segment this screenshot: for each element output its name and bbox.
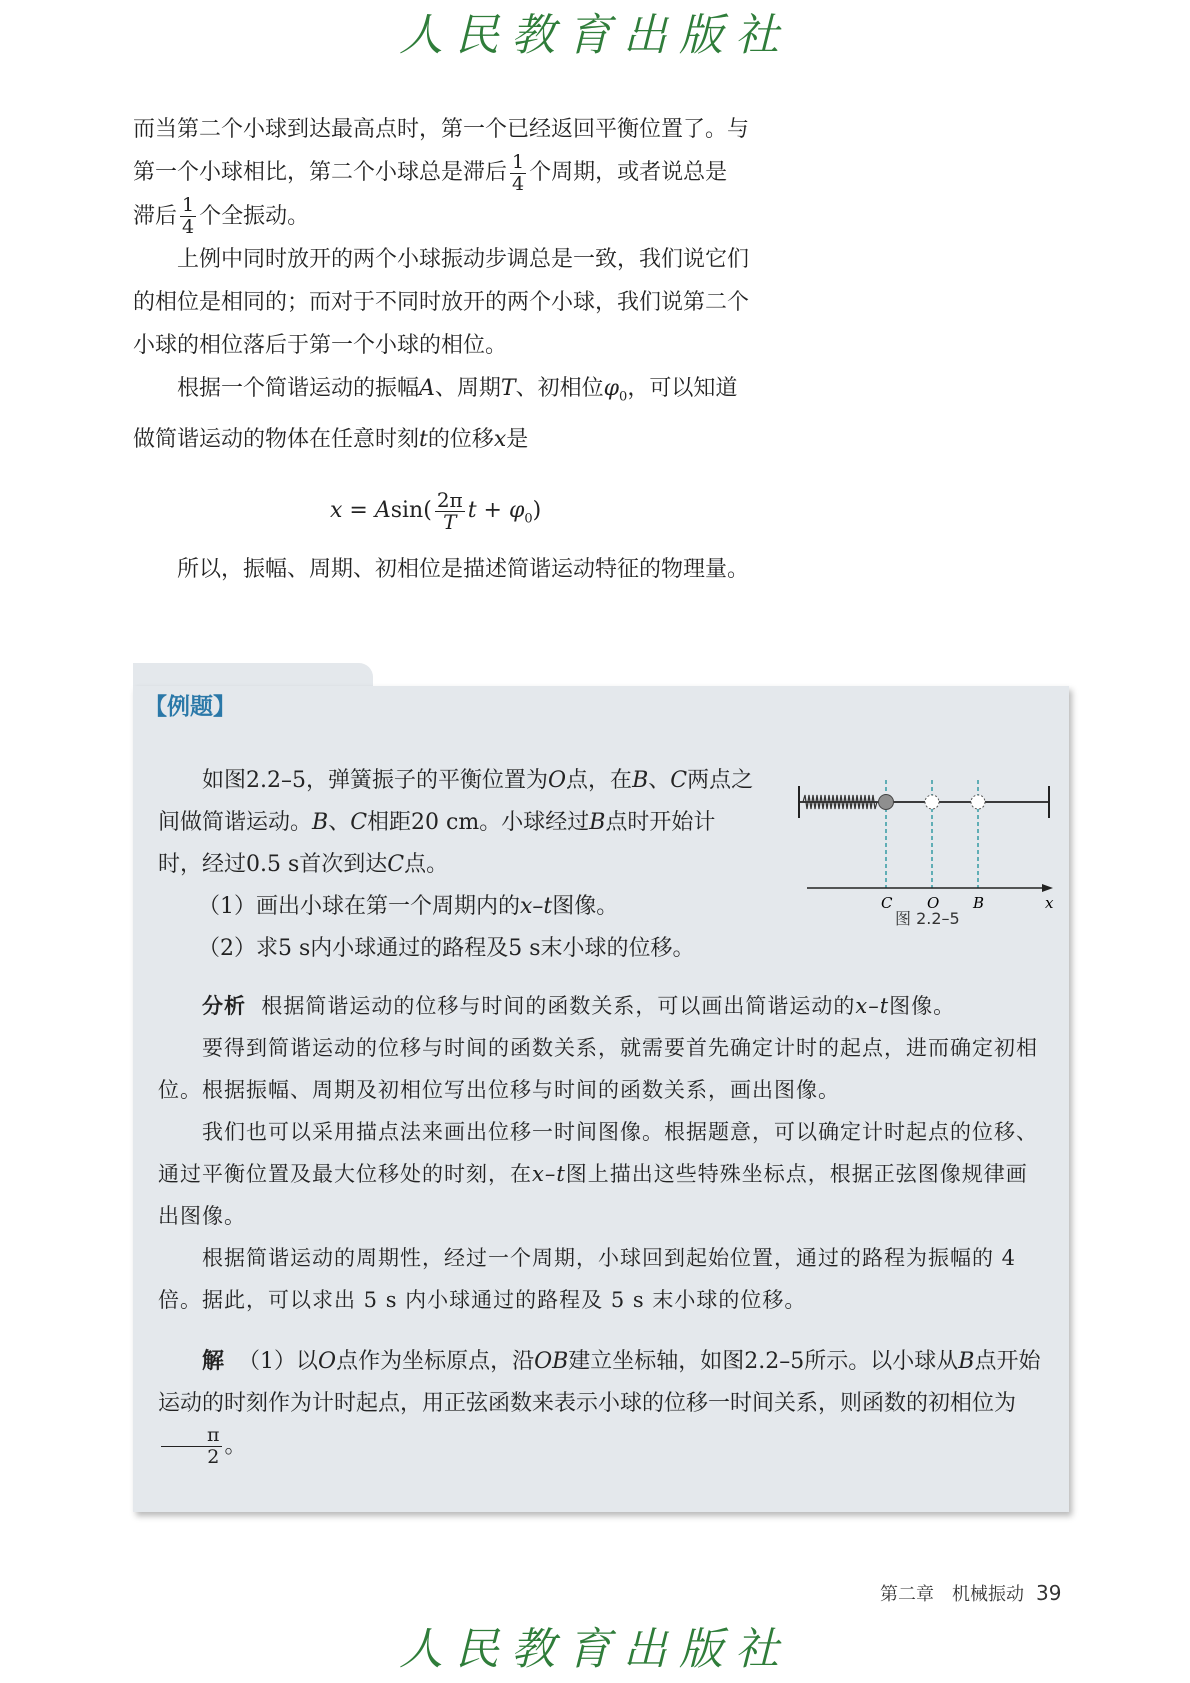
page-number: 39 [1036, 1581, 1062, 1605]
publisher-watermark-bottom: 人民教育出版社 [399, 1624, 791, 1675]
xt-symbol: x–t [520, 894, 553, 919]
body-text: 我们也可以采用描点法来画出位移一时间图像。根据题意，可以确定计时起点的位移、通过平衡位置及最大位移处的时刻，在 [158, 1120, 1038, 1186]
x-axis-arrow [1042, 884, 1053, 892]
fraction [180, 195, 196, 238]
symbol-t: t [419, 427, 428, 453]
label-O: O [927, 894, 940, 912]
body-text: （1）以 [238, 1349, 319, 1374]
body-text: 根据简谐运动的位移与时间的函数关系，可以画出简谐运动的 [261, 994, 856, 1018]
formula-amplitude: A [374, 498, 391, 523]
chapter-title: 第二章 机械振动 [880, 1584, 1024, 1605]
example-subquestion-2: （2）求5 s内小球通过的路程及5 s末小球的位移。 [198, 936, 695, 961]
analysis-paragraph: 要得到简谐运动的位移与时间的函数关系，就需要首先确定计时的起点，进而确定初相位。根据振幅、周期及初相位写出位移与时间的函数关系，画出图像。 [158, 1036, 1038, 1102]
fraction-numerator: 1 [182, 194, 195, 216]
body-text: 建立坐标轴，如图2.2–5所示。以小球从 [568, 1349, 959, 1374]
formula-paren: ( [423, 498, 432, 523]
fraction-denominator: 4 [182, 216, 195, 238]
example-question [158, 760, 758, 970]
xt-symbol: x–t [532, 1162, 566, 1186]
solution-section [158, 1341, 1048, 1468]
ball-position-O [925, 795, 939, 809]
point-O: O [318, 1349, 337, 1374]
fraction-numerator: π [161, 1425, 222, 1447]
formula-sin: sin [390, 498, 424, 523]
body-paragraph-4 [133, 548, 749, 591]
body-text: 所以，振幅、周期、初相位是描述简谐运动特征的物理量。 [177, 557, 750, 582]
formula-x: x [330, 498, 343, 523]
body-paragraph-1 [133, 108, 749, 461]
body-text: 、周期 [434, 376, 501, 401]
publisher-watermark-top: 人民教育出版社 [399, 10, 791, 61]
page-footer [880, 1580, 1061, 1606]
body-text: 点。 [404, 852, 449, 877]
point-C: C [387, 852, 405, 877]
body-text: 两点之间做简谐运动。 [158, 768, 754, 835]
subscript-zero: 0 [619, 389, 628, 405]
body-text: 、 [328, 810, 351, 835]
symbol-T: T [500, 376, 516, 401]
symbol-x: x [493, 427, 507, 453]
body-paragraph-3 [133, 367, 749, 461]
symbol-phi: φ [603, 376, 620, 401]
body-text: 如图2.2–5，弹簧振子的平衡位置为 [202, 768, 548, 793]
formula-t: t [467, 498, 477, 523]
point-B: B [589, 810, 606, 835]
point-B: B [958, 1349, 975, 1374]
point-C: C [670, 768, 688, 793]
fraction-numerator: 2π [436, 487, 463, 512]
point-C: C [350, 810, 368, 835]
symbol-A: A [419, 376, 435, 401]
fraction-numerator: 1 [512, 150, 525, 173]
analysis-paragraph [158, 1111, 1048, 1237]
body-text: 点作为坐标原点，沿 [336, 1349, 535, 1374]
example-heading: 【例题】 [144, 694, 236, 720]
body-text: 而当第二个小球到达最高点时，第一个已经返回平衡位置了。与第一个小球相比，第二个小球总是滞后 [133, 117, 750, 185]
fraction-denominator: T [443, 509, 457, 534]
displacement-formula [330, 486, 541, 544]
body-text: 根据一个简谐运动的振幅 [177, 376, 420, 401]
example-subquestion-1 [158, 886, 758, 928]
body-text: 的位移 [427, 427, 494, 453]
body-text: 、 [648, 768, 671, 793]
xt-symbol: x–t [855, 994, 890, 1018]
fraction [161, 1425, 222, 1468]
formula-fraction [435, 487, 465, 534]
fraction-denominator: 4 [512, 172, 525, 195]
body-text: （1）画出小球在第一个周期内的 [198, 894, 520, 919]
label-x: x [1045, 894, 1054, 912]
body-text: 图上描出这些特殊坐标点，根据正弦图像规律画出图像。 [158, 1162, 1028, 1228]
fraction [510, 152, 526, 195]
analysis-paragraph: 根据简谐运动的周期性，经过一个周期，小球回到起始位置，通过的路程为振幅的 4 倍。据此，可以求出 5 s 内小球通过的路程及 5 s 末小球的位移。 [158, 1246, 1017, 1312]
formula-phi: φ [508, 498, 525, 523]
body-text: 个周期，或者说总是滞后 [133, 160, 728, 229]
solution-label: 解 [202, 1349, 225, 1374]
body-text: 相距20 cm。小球经过 [367, 810, 590, 835]
point-O: O [548, 768, 567, 793]
label-C: C [881, 894, 893, 912]
segment-OB: OB [534, 1349, 569, 1374]
point-B: B [632, 768, 649, 793]
fraction-denominator: 2 [207, 1446, 220, 1468]
body-text: 点时开始计时，经过0.5 s首次到达 [158, 810, 716, 877]
body-text: 点，在 [566, 768, 633, 793]
body-text: 。 [224, 1433, 247, 1459]
label-B: B [973, 894, 985, 912]
body-text: ，可以知道做简谐运动的物体在任意时刻 [133, 376, 738, 453]
figure-caption: 图 2.2–5 [895, 909, 960, 928]
point-B: B [312, 810, 329, 835]
formula-equals: = [342, 498, 375, 523]
body-text: 图像。 [889, 994, 956, 1018]
ball-position-B [971, 795, 985, 809]
ball [879, 795, 894, 810]
body-text: 点开始运动的时刻作为计时起点，用正弦函数来表示小球的位移一时间关系，则函数的初相位为 [158, 1349, 1041, 1416]
body-paragraph-2: 上例中同时放开的两个小球振动步调总是一致，我们说它们的相位是相同的；而对于不同时放开的两个小球，我们说第二个小球的相位落后于第一个小球的相位。 [133, 247, 750, 358]
body-text: 个全振动。 [199, 203, 310, 229]
analysis-section [158, 985, 1048, 1321]
subscript-zero: 0 [524, 511, 533, 527]
formula-plus: + [476, 498, 509, 523]
formula-paren: ) [532, 498, 542, 523]
analysis-label: 分析 [202, 994, 246, 1018]
body-text: 、初相位 [515, 376, 604, 401]
body-text: 是 [506, 427, 529, 453]
body-text: 图像。 [552, 894, 619, 919]
